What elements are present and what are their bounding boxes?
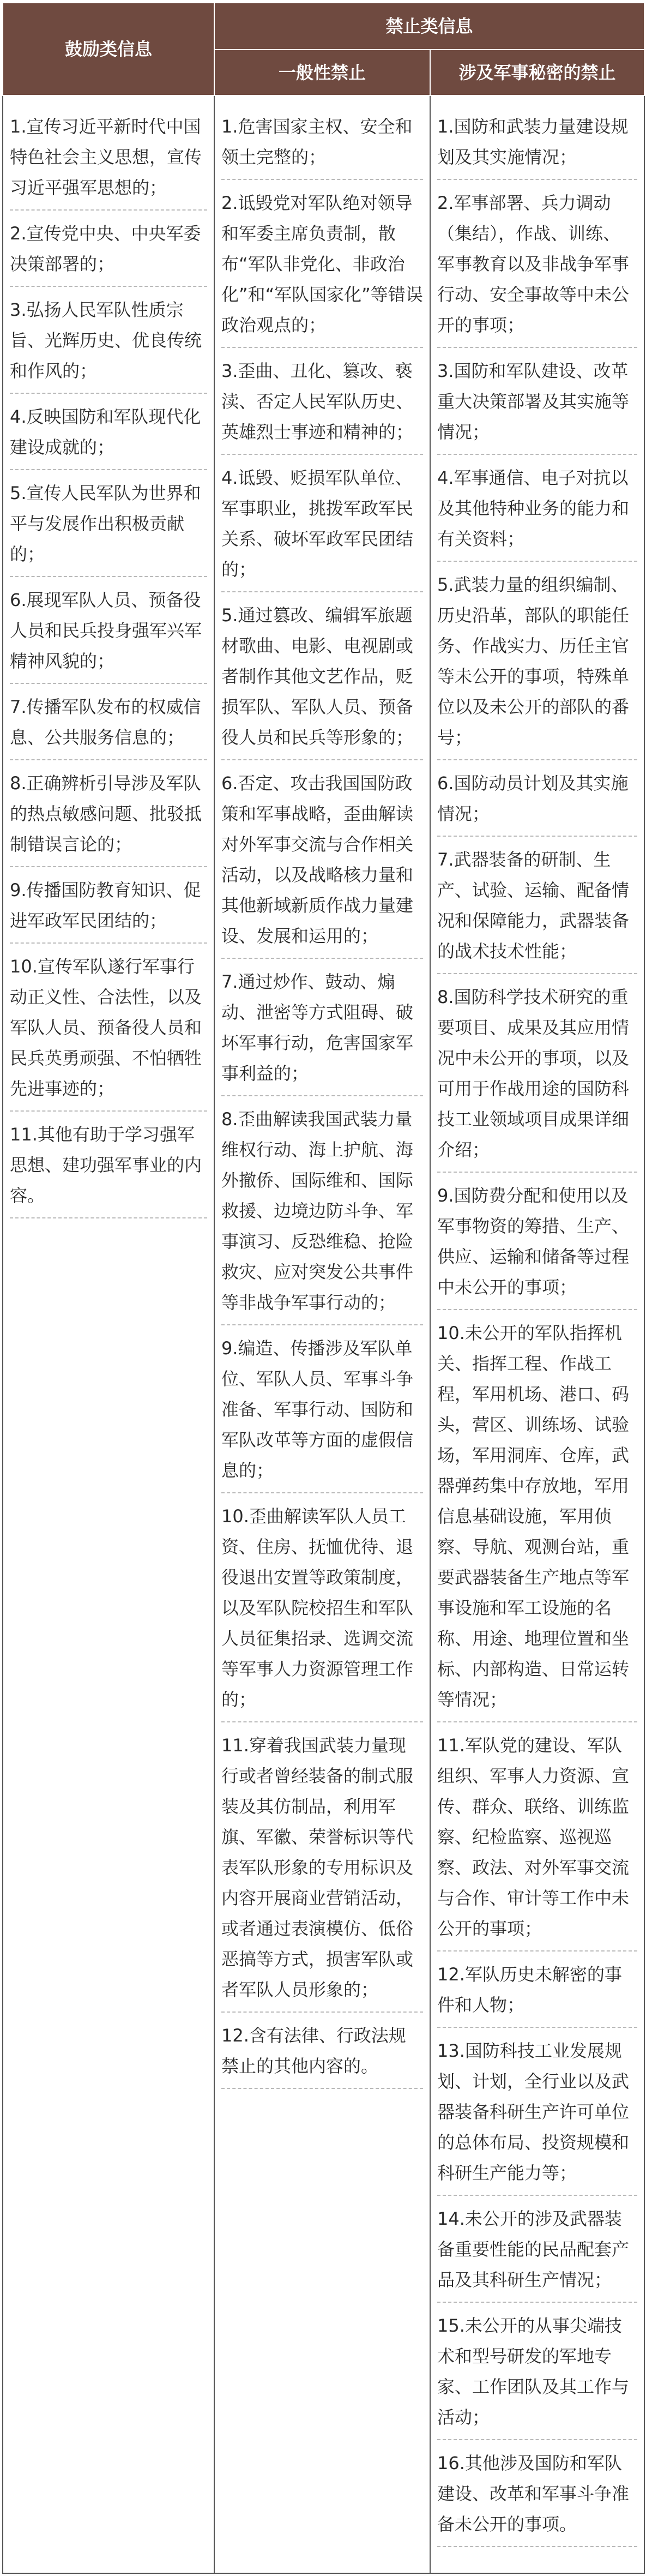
general-prohibition-item: 4.诋毁、贬损军队单位、军事职业，挑拨军政军民关系、破坏军政军民团结的； bbox=[221, 463, 423, 592]
secret-prohibition-item: 4.军事通信、电子对抗以及其他特种业务的能力和有关资料； bbox=[437, 463, 637, 562]
secret-prohibition-item: 15.未公开的从事尖端技术和型号研发的军地专家、工作团队及其工作与活动； bbox=[437, 2310, 637, 2440]
secret-prohibition-item: 14.未公开的涉及武器装备重要性能的民品配套产品及其科研生产情况； bbox=[437, 2203, 637, 2303]
encouraged-item: 4.反映国防和军队现代化建设成就的； bbox=[10, 401, 207, 470]
classification-table bbox=[2, 2, 645, 2574]
secret-prohibition-item: 9.国防费分配和使用以及军事物资的筹措、生产、供应、运输和储备等过程中未公开的事项； bbox=[437, 1180, 637, 1310]
secret-prohibition-item: 10.未公开的军队指挥机关、指挥工程、作战工程，军用机场、港口、码头，营区、训练场、试验场，军用洞库、仓库，武器弹药集中存放地，军用信息基础设施，军用侦察、导航、观测台站，重要武器装备生产地点等军事设施和军工设施的名称、用途、地理位置和坐标、内部构造、日常运转等情况； bbox=[437, 1318, 637, 1722]
secret-prohibition-item: 3.国防和军队建设、改革重大决策部署及其实施等情况； bbox=[437, 356, 637, 455]
general-prohibition-item: 1.危害国家主权、安全和领土完整的； bbox=[221, 111, 423, 180]
encouraged-item: 2.宣传党中央、中央军委决策部署的； bbox=[10, 218, 207, 287]
secret-prohibition-item: 7.武器装备的研制、生产、试验、运输、配备情况和保障能力，武器装备的战术技术性能； bbox=[437, 844, 637, 974]
encouraged-item: 8.正确辨析引导涉及军队的热点敏感问题、批驳抵制错误言论的； bbox=[10, 768, 207, 867]
encouraged-item: 10.宣传军队遂行军事行动正义性、合法性，以及军队人员、预备役人员和民兵英勇顽强、不怕牺牲先进事迹的； bbox=[10, 951, 207, 1112]
general-prohibition-column bbox=[214, 95, 430, 2573]
encouraged-column bbox=[3, 95, 214, 2573]
header-general-prohibition: 一般性禁止 bbox=[214, 50, 430, 95]
encouraged-item: 1.宣传习近平新时代中国特色社会主义思想，宣传习近平强军思想的； bbox=[10, 111, 207, 211]
general-prohibition-item: 8.歪曲解读我国武装力量维权行动、海上护航、海外撤侨、国际维和、国际救援、边境边防斗争、军事演习、反恐维稳、抢险救灾、应对突发公共事件等非战争军事行动的； bbox=[221, 1104, 423, 1325]
header-encouraged: 鼓励类信息 bbox=[3, 3, 214, 95]
general-prohibition-item: 12.含有法律、行政法规禁止的其他内容的。 bbox=[221, 2020, 423, 2089]
secret-prohibition-item: 1.国防和武装力量建设规划及其实施情况； bbox=[437, 111, 637, 180]
encouraged-item: 11.其他有助于学习强军思想、建功强军事业的内容。 bbox=[10, 1119, 207, 1218]
secret-prohibition-column bbox=[430, 95, 644, 2573]
secret-prohibition-item: 11.军队党的建设、军队组织、军事人力资源、宣传、群众、联络、训练监察、纪检监察、巡视巡察、政法、对外军事交流与合作、审计等工作中未公开的事项； bbox=[437, 1730, 637, 1951]
header-prohibited: 禁止类信息 bbox=[214, 3, 644, 50]
encouraged-item: 6.展现军队人员、预备役人员和民兵投身强军兴军精神风貌的； bbox=[10, 585, 207, 684]
general-prohibition-item: 2.诋毁党对军队绝对领导和军委主席负责制，散布“军队非党化、非政治化”和“军队国家化”等错误政治观点的； bbox=[221, 188, 423, 348]
secret-prohibition-item: 5.武装力量的组织编制、历史沿革，部队的职能任务、作战实力、历任主官等未公开的事项，特殊单位以及未公开的部队的番号； bbox=[437, 569, 637, 760]
encouraged-item: 9.传播国防教育知识、促进军政军民团结的； bbox=[10, 875, 207, 944]
general-prohibition-item: 7.通过炒作、鼓动、煽动、泄密等方式阻碍、破坏军事行动，危害国家军事利益的； bbox=[221, 966, 423, 1096]
encouraged-item: 7.传播军队发布的权威信息、公共服务信息的； bbox=[10, 692, 207, 760]
header-secret-prohibition: 涉及军事秘密的禁止 bbox=[430, 50, 644, 95]
secret-prohibition-item: 2.军事部署、兵力调动（集结），作战、训练、军事教育以及非战争军事行动、安全事故等中未公开的事项； bbox=[437, 188, 637, 348]
secret-prohibition-item: 12.军队历史未解密的事件和人物； bbox=[437, 1959, 637, 2028]
general-prohibition-item: 3.歪曲、丑化、篡改、亵渎、否定人民军队历史、英雄烈士事迹和精神的； bbox=[221, 356, 423, 455]
secret-prohibition-item: 16.其他涉及国防和军队建设、改革和军事斗争准备未公开的事项。 bbox=[437, 2448, 637, 2547]
secret-prohibition-item: 6.国防动员计划及其实施情况； bbox=[437, 768, 637, 837]
general-prohibition-item: 5.通过篡改、编辑军旅题材歌曲、电影、电视剧或者制作其他文艺作品，贬损军队、军队人员、预备役人员和民兵等形象的； bbox=[221, 600, 423, 760]
secret-prohibition-item: 8.国防科学技术研究的重要项目、成果及其应用情况中未公开的事项，以及可用于作战用途的国防科技工业领域项目成果详细介绍； bbox=[437, 982, 637, 1173]
encouraged-item: 5.宣传人民军队为世界和平与发展作出积极贡献的； bbox=[10, 478, 207, 577]
encouraged-item: 3.弘扬人民军队性质宗旨、光辉历史、优良传统和作风的； bbox=[10, 295, 207, 394]
secret-prohibition-item: 13.国防科技工业发展规划、计划，全行业以及武器装备科研生产许可单位的总体布局、投资规模和科研生产能力等； bbox=[437, 2035, 637, 2196]
general-prohibition-item: 11.穿着我国武装力量现行或者曾经装备的制式服装及其仿制品，利用军旗、军徽、荣誉标识等代表军队形象的专用标识及内容开展商业营销活动，或者通过表演模仿、低俗恶搞等方式，损害军队或者军队人员形象的； bbox=[221, 1730, 423, 2013]
general-prohibition-item: 9.编造、传播涉及军队单位、军队人员、军事斗争准备、军事行动、国防和军队改革等方面的虚假信息的； bbox=[221, 1333, 423, 1493]
general-prohibition-item: 10.歪曲解读军队人员工资、住房、抚恤优待、退役退出安置等政策制度，以及军队院校招生和军队人员征集招录、选调交流等军事人力资源管理工作的； bbox=[221, 1501, 423, 1722]
general-prohibition-item: 6.否定、攻击我国国防政策和军事战略，歪曲解读对外军事交流与合作相关活动，以及战略核力量和其他新域新质作战力量建设、发展和运用的； bbox=[221, 768, 423, 959]
